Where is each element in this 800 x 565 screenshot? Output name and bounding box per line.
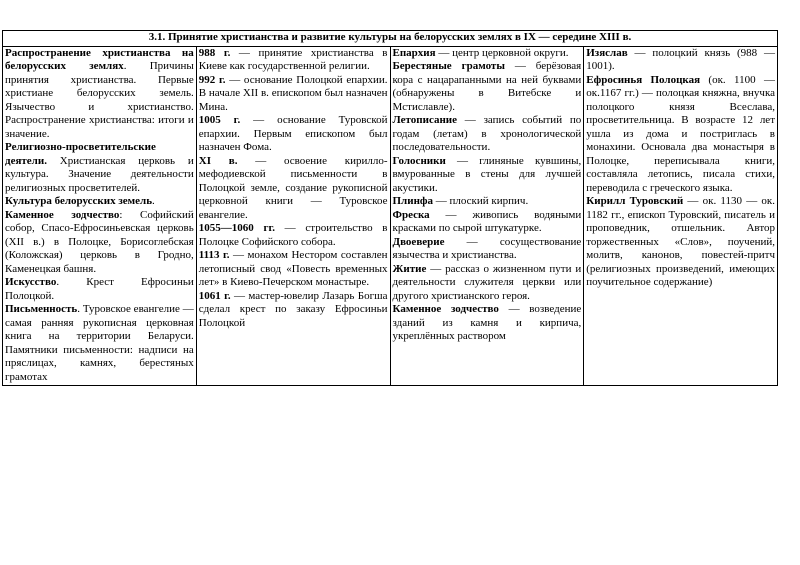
table-paragraph: Голосники — глиняные кувшины, вмурованные в стены для лучшей акустики.: [392, 154, 582, 194]
table-paragraph: 992 г. — основание Полоцкой епархии. В начале XII в. епископом был назначен Мина.: [198, 73, 388, 113]
table-paragraph: Ефросинья Полоцкая (ок. 1100 — ок.1167 гг.) — полоцкая княжна, внучка полоцкого князя Всеслава, просветительница. В возрасте 12 лет ушла из дома и постриглась в монахини. Основала два монастыря в Полоцке, переписывала книги, составляла летопись, писала стихи, переводила с греческого языка.: [586, 73, 776, 194]
paragraph-lead: 992 г.: [198, 73, 226, 86]
table-header-row: [3, 31, 778, 47]
paragraph-lead: Искусство: [5, 276, 57, 288]
paragraph-lead: Распространение христианства на белорусских землях: [5, 46, 194, 72]
paragraph-lead: Культура белорусских земель: [5, 195, 153, 207]
table-paragraph: Летописание — запись событий по годам (летам) в хронологической последовательности.: [392, 114, 582, 153]
table-paragraph: 1055—1060 гг. — строительство в Полоцке Софийского собора.: [198, 222, 388, 248]
paragraph-lead: Летописание: [392, 114, 458, 126]
paragraph-lead: Ефросинья Полоцкая: [586, 73, 701, 86]
table-paragraph: 1061 г. — мастер-ювелир Лазарь Богша сделал крест по заказу Ефросиньи Полоцкой: [198, 289, 388, 329]
table-paragraph: Фреска — живопись водяными красками по сырой штукатурке.: [392, 208, 582, 234]
column-dates: [196, 46, 390, 386]
table-paragraph: 988 г. — принятие христианства в Киеве как государственной религии.: [198, 46, 388, 72]
table-paragraph: Распространение христианства на белорусских землях. Причины принятия христианства. Первые христиане белорусских земель. Язычество и христианство. Распространение христианства: итоги и значение.: [5, 46, 194, 140]
paragraph-lead: Фреска: [392, 208, 430, 221]
table-body-row: [3, 46, 778, 386]
paragraph-lead: Каменное зодчество: [5, 208, 120, 221]
table-paragraph: Каменное зодчество — возведение зданий из камня и кирпича, укреплённых раствором: [392, 303, 582, 342]
table-paragraph: Письменность. Туровское евангелие — самая ранняя рукописная церковная книга на территории Беларуси. Памятники письменности: надписи на пряслицах, камнях, берестяных грамотах: [5, 303, 194, 383]
paragraph-lead: 1055—1060 гг.: [198, 222, 275, 234]
paragraph-lead: Кирилл Туровский: [586, 195, 684, 207]
paragraph-lead: Берестяные грамоты: [392, 60, 505, 72]
column-terms: [390, 46, 584, 386]
table-paragraph: Берестяные грамоты — берёзовая кора с нацарапанными на ней буквами (обнаружены в Витебске и Мстиславле).: [392, 60, 582, 113]
table-paragraph: Изяслав — полоцкий князь (988 — 1001).: [586, 46, 775, 72]
paragraph-lead: Плинфа: [392, 195, 434, 207]
table-paragraph: Культура белорусских земель.: [5, 195, 155, 207]
table-paragraph: Каменное зодчество: Софийский собор, Спасо-Ефросиньевская церковь (XII в.) в Полоцке, Борисоглебская (Коложская) церковь в Гродно, Каменецкая башня.: [5, 208, 194, 275]
paragraph-lead: Письменность: [5, 303, 78, 315]
table-paragraph: Епархия — центр церковной округи.: [392, 46, 569, 59]
paragraph-lead: 988 г.: [198, 46, 231, 59]
paragraph-lead: Епархия: [392, 46, 436, 59]
paragraph-lead: XI в.: [198, 154, 238, 167]
table-paragraph: XI в. — освоение кирилло-мефодиевской письменности в Полоцкой земле, создание рукописной церковной книги — Туровское евангелие.: [198, 154, 388, 221]
column-persons: [584, 46, 778, 386]
summary-table: [2, 30, 778, 386]
column-topics: [3, 46, 197, 386]
paragraph-lead: 1005 г.: [198, 114, 241, 126]
paragraph-lead: 1061 г.: [198, 289, 231, 302]
paragraph-lead: Двоеверие: [392, 235, 445, 248]
table-paragraph: Плинфа — плоский кирпич.: [392, 195, 529, 207]
table-paragraph: Религиозно-просветительские деятели. Христианская церковь и культура. Значение деятельности религиозных просветителей.: [5, 141, 194, 194]
table-paragraph: 1005 г. — основание Туровской епархии. Первым епископом был назначен Фома.: [198, 114, 388, 153]
paragraph-lead: Каменное зодчество: [392, 303, 499, 315]
table-paragraph: 1113 г. — монахом Нестором составлен летописный свод «Повесть временных лет» в Киево-Печерском монастыре.: [198, 249, 388, 288]
paragraph-lead: Изяслав: [586, 46, 628, 59]
table-title: 3.1. Принятие христианства и развитие культуры на белорусских землях в IX — середине XIII в.: [3, 31, 778, 47]
paragraph-lead: 1113 г.: [198, 249, 230, 261]
table-paragraph: Искусство. Крест Ефросиньи Полоцкой.: [5, 276, 194, 302]
paragraph-lead: Житие: [392, 262, 427, 275]
table-paragraph: Житие — рассказ о жизненном пути и деятельности служителя церкви или другого христианского героя.: [392, 262, 582, 302]
table-paragraph: Двоеверие — сосуществование язычества и христианства.: [392, 235, 582, 261]
paragraph-lead: Голосники: [392, 154, 446, 167]
paragraph-lead: Религиозно-просветительские деятели.: [5, 141, 156, 167]
table-paragraph: Кирилл Туровский — ок. 1130 — ок. 1182 гг., епископ Туровский, писатель и проповедник, отшельник. Автор торжественных «Слов», поучений, молитв, канонов, повестей-притч (религиозных произведений, имеющих поучительное содержание): [586, 195, 776, 288]
